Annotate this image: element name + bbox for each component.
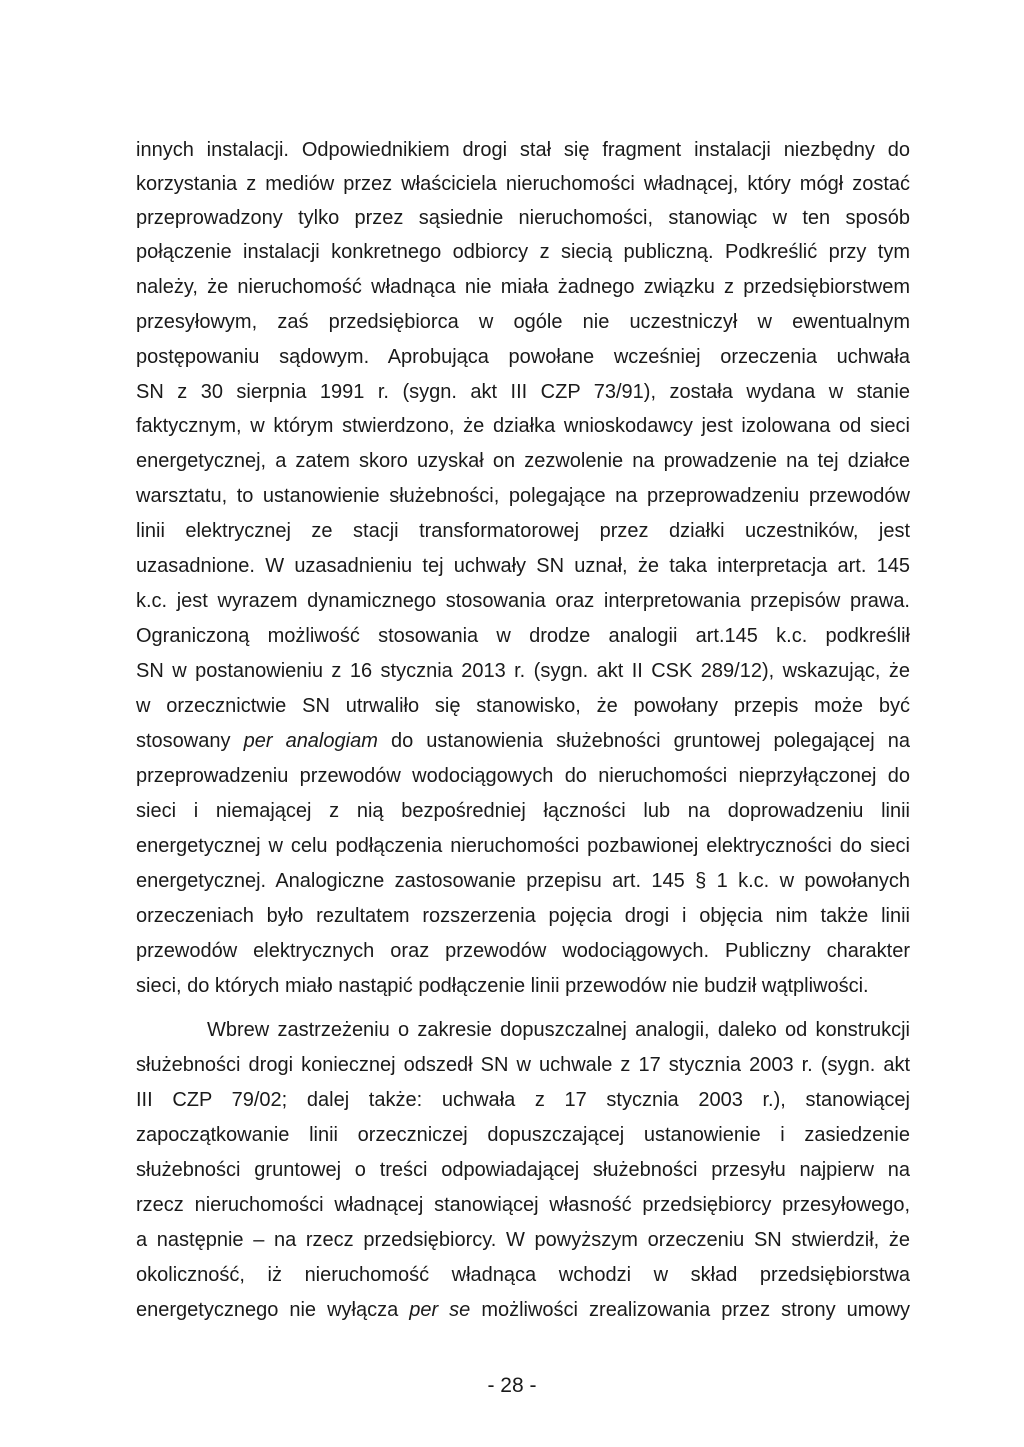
latin-phrase: per analogiam: [243, 730, 378, 752]
text-line: innych instalacji. Odpowiednikiem drogi stał się fragment instalacji niezbędny do: [136, 139, 910, 161]
text-run: stosowany: [136, 730, 244, 752]
text-line: energetycznej w celu podłączenia nieruchomości pozbawionej elektryczności do sieci: [136, 835, 910, 857]
text-line: przesyłowym, zaś przedsiębiorca w ogóle nie uczestniczył w ewentualnym: [136, 311, 910, 333]
text-run: do ustanowienia służebności gruntowej polegającej na: [377, 730, 910, 752]
text-run: energetycznego nie wyłącza: [136, 1299, 410, 1321]
text-line: uzasadnione. W uzasadnieniu tej uchwały SN uznał, że taka interpretacja art. 145: [136, 555, 910, 577]
text-line: przeprowadzony tylko przez sąsiednie nieruchomości, stanowiąc w ten sposób: [136, 207, 910, 229]
text-line: faktycznym, w którym stwierdzono, że działka wnioskodawcy jest izolowana od sieci: [136, 415, 910, 437]
text-line: służebności drogi koniecznej odszedł SN w uchwale z 17 stycznia 2003 r. (sygn. akt: [136, 1054, 910, 1076]
text-line: energetycznej, a zatem skoro uzyskał on zezwolenie na prowadzenie na tej działce: [136, 450, 910, 472]
text-line: SN w postanowieniu z 16 stycznia 2013 r. (sygn. akt II CSK 289/12), wskazując, że: [136, 660, 910, 682]
text-line: służebności gruntowej o treści odpowiadającej służebności przesyłu najpierw na: [136, 1159, 910, 1181]
text-line: [136, 729, 910, 753]
text-line: k.c. jest wyrazem dynamicznego stosowania oraz interpretowania przepisów prawa.: [136, 590, 910, 612]
text-line: Ograniczoną możliwość stosowania w drodze analogii art.145 k.c. podkreślił: [136, 625, 910, 647]
text-line: Wbrew zastrzeżeniu o zakresie dopuszczalnej analogii, daleko od konstrukcji: [207, 1019, 910, 1041]
text-line: orzeczeniach było rezultatem rozszerzenia pojęcia drogi i objęcia nim także linii: [136, 905, 910, 927]
text-line: sieci i niemającej z nią bezpośredniej łączności lub na doprowadzeniu linii: [136, 800, 910, 822]
text-line: przewodów elektrycznych oraz przewodów wodociągowych. Publiczny charakter: [136, 940, 910, 962]
text-line: w orzecznictwie SN utrwaliło się stanowisko, że powołany przepis może być: [136, 695, 910, 717]
text-line: [136, 1298, 910, 1322]
text-line: połączenie instalacji konkretnego odbiorcy z siecią publiczną. Podkreślić przy tym: [136, 241, 910, 263]
text-line: III CZP 79/02; dalej także: uchwała z 17 stycznia 2003 r.), stanowiącej: [136, 1089, 910, 1111]
text-line: warsztatu, to ustanowienie służebności, polegające na przeprowadzeniu przewodów: [136, 485, 910, 507]
latin-phrase: per se: [409, 1299, 471, 1321]
text-line: SN z 30 sierpnia 1991 r. (sygn. akt III CZP 73/91), została wydana w stanie: [136, 381, 910, 403]
page-number: - 28 -: [487, 1374, 537, 1397]
text-line: przeprowadzeniu przewodów wodociągowych do nieruchomości nieprzyłączonej do: [136, 765, 910, 787]
text-line: a następnie – na rzecz przedsiębiorcy. W powyższym orzeczeniu SN stwierdził, że: [136, 1229, 910, 1251]
text-line: postępowaniu sądowym. Aprobująca powołane wcześniej orzeczenia uchwała: [136, 346, 910, 368]
text-line: zapoczątkowanie linii orzeczniczej dopuszczającej ustanowienie i zasiedzenie: [136, 1124, 910, 1146]
text-run: możliwości zrealizowania przez strony umowy: [470, 1299, 910, 1321]
text-line: korzystania z mediów przez właściciela nieruchomości władnącej, który mógł zostać: [136, 173, 910, 195]
text-line: okoliczność, iż nieruchomość władnąca wchodzi w skład przedsiębiorstwa: [136, 1264, 910, 1286]
text-line: sieci, do których miało nastąpić podłączenie linii przewodów nie budził wątpliwości.: [136, 975, 869, 997]
text-line: rzecz nieruchomości władnącej stanowiącej własność przedsiębiorcy przesyłowego,: [136, 1194, 910, 1216]
text-line: linii elektrycznej ze stacji transformatorowej przez działki uczestników, jest: [136, 520, 910, 542]
text-line: energetycznej. Analogiczne zastosowanie przepisu art. 145 § 1 k.c. w powołanych: [136, 870, 910, 892]
text-line: należy, że nieruchomość władnąca nie miała żadnego związku z przedsiębiorstwem: [136, 276, 910, 298]
